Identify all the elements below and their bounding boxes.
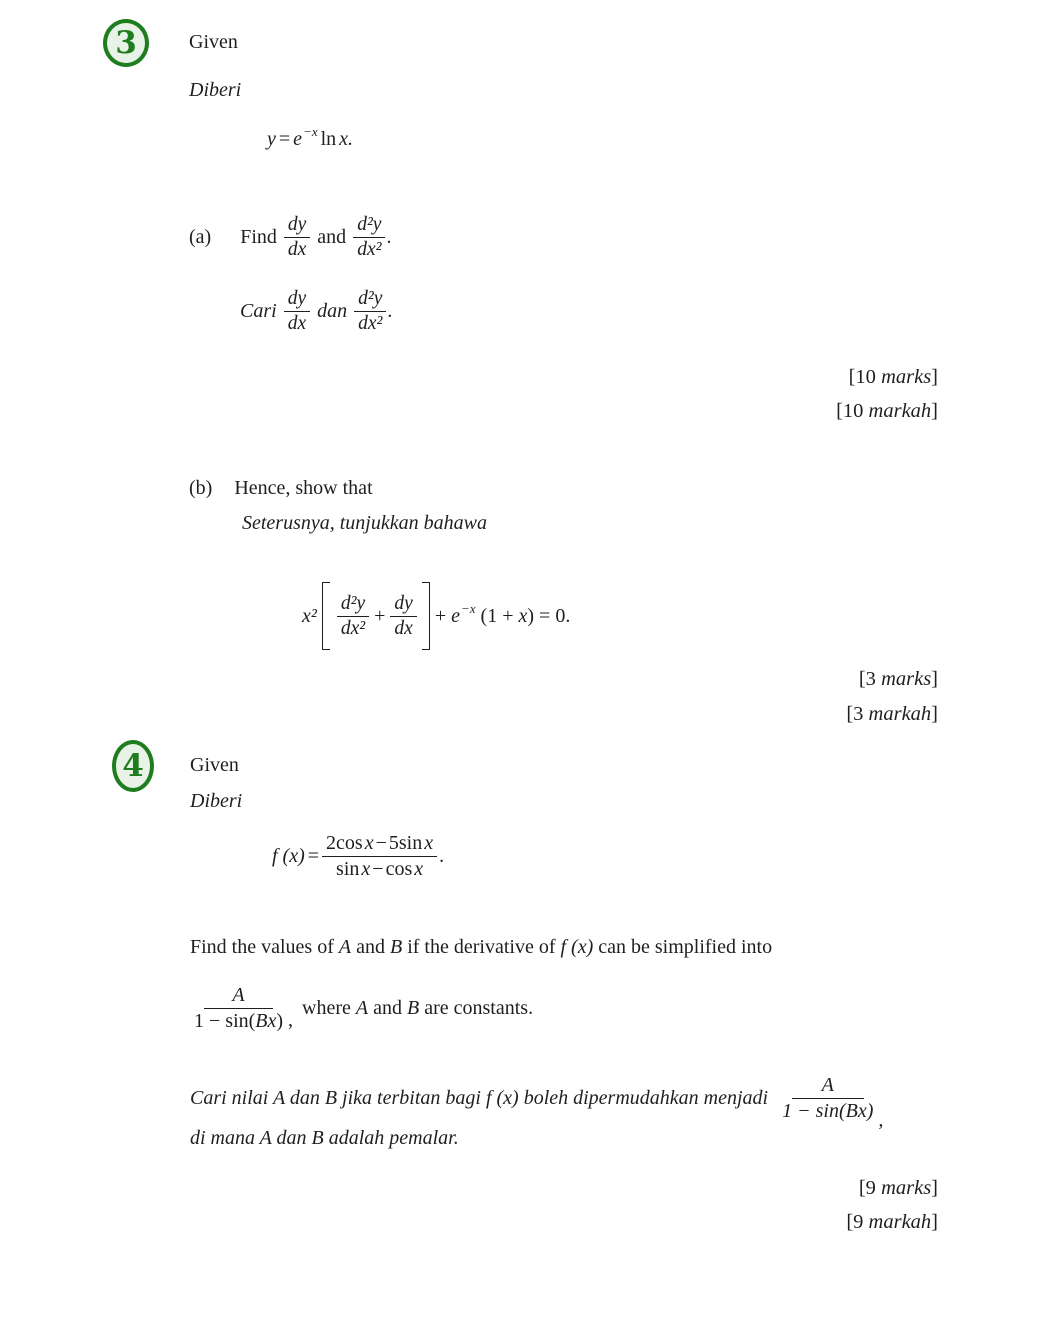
text-segment: where: [302, 996, 356, 1019]
marks-word: markah: [868, 1211, 932, 1233]
marks-bracket: ]: [931, 366, 938, 388]
fraction-numerator: d²y: [353, 214, 385, 238]
marks-word: markah: [868, 703, 932, 725]
q3-part-a-line-ms: [240, 284, 392, 338]
fraction-dy-dx: [390, 593, 416, 640]
math-exponent: −x: [461, 600, 476, 616]
q3-part-b-equation: [302, 580, 570, 652]
math-var-x: x: [361, 857, 371, 880]
math-minus: −: [375, 832, 387, 855]
comma: ,: [878, 1109, 884, 1131]
fraction-denominator: [332, 857, 427, 880]
q3a-marks-ms: [836, 400, 938, 423]
marks-word: markah: [868, 400, 932, 422]
fraction-denominator: dx: [394, 617, 413, 639]
text-segment: Find the values of: [190, 936, 339, 958]
math-den-pre: 1 − sin(: [782, 1099, 846, 1122]
marks-bracket: [9: [846, 1211, 869, 1233]
q3-main-equation: [267, 124, 354, 151]
math-equals: =: [307, 844, 320, 867]
q3a-marks-en: [849, 366, 938, 389]
math-var-A: A: [355, 996, 369, 1019]
right-square-bracket: [422, 582, 430, 650]
math-var-Bx: Bx: [255, 1009, 277, 1032]
math-equals-zero: ) = 0.: [527, 604, 571, 627]
marks-bracket: [10: [836, 400, 869, 422]
math-equals: =: [278, 128, 291, 150]
fraction-denominator: [778, 1099, 877, 1122]
q3b-marks-en: [859, 668, 938, 691]
part-b-label: (b): [189, 477, 213, 499]
q3b-text-en: Hence, show that: [234, 477, 373, 499]
marks-word: marks: [881, 366, 932, 388]
math-var-A: A: [338, 936, 352, 958]
fraction-A-over-1-minus-sinBx: [190, 984, 287, 1032]
q4-marks-ms: [846, 1211, 938, 1234]
math-var-B: B: [389, 936, 403, 958]
math-minus: −: [372, 857, 384, 880]
fraction-denominator: dx: [287, 238, 307, 260]
fraction-denominator: dx²: [340, 617, 366, 639]
question-3-number-badge: [103, 19, 149, 67]
fraction-dy-dx: [284, 288, 310, 335]
q4-given-label-ms: Diberi: [190, 790, 243, 812]
marks-bracket: ]: [931, 668, 938, 690]
fraction-denominator: [190, 1009, 287, 1032]
fraction-numerator: A: [792, 1074, 864, 1098]
q4-where-text-en: [302, 997, 533, 1020]
fraction-A-over-1-minus-sinBx: [778, 1074, 877, 1122]
marks-bracket: ]: [931, 703, 938, 725]
fraction-numerator: dy: [284, 288, 310, 312]
math-var-e: e: [451, 604, 460, 627]
fraction-numerator: A: [204, 984, 272, 1008]
q3a-conj-ms: dan: [317, 299, 348, 322]
marks-bracket: [3: [846, 703, 869, 725]
question-4-number: 4: [122, 748, 144, 784]
q3a-verb-ms: Cari: [240, 299, 277, 322]
q3-part-b-line-en: [189, 477, 373, 500]
text-segment: and: [351, 936, 390, 958]
math-func: sin: [336, 857, 360, 880]
marks-bracket: ]: [931, 1177, 938, 1199]
fraction-numerator: d²y: [337, 593, 369, 617]
q3-given-label-en: Given: [189, 31, 238, 53]
math-e-term: [451, 600, 476, 628]
math-var-x: x.: [339, 128, 354, 150]
fraction-numerator: d²y: [354, 288, 386, 312]
math-den-post: ): [276, 1009, 284, 1032]
part-a-label: (a): [189, 225, 212, 248]
q4-marks-en: [859, 1177, 938, 1200]
math-paren: (1 +: [480, 604, 519, 627]
fraction-denominator: dx²: [357, 238, 382, 260]
math-coeff: 2cos: [326, 832, 363, 855]
q3-part-a-line-en: [189, 210, 391, 264]
math-coeff: 5sin: [388, 832, 423, 855]
fraction-denominator: dx: [287, 312, 307, 334]
math-den-post: ): [866, 1099, 874, 1122]
question-3-number: 3: [115, 25, 137, 61]
fraction-d2y-dx2: [337, 593, 369, 640]
math-plus: +: [374, 604, 386, 627]
math-exponent: −x: [303, 124, 318, 140]
marks-bracket: ]: [931, 1211, 938, 1233]
marks-word: marks: [881, 668, 932, 690]
marks-bracket: [10: [848, 366, 882, 388]
fraction-dy-dx: [284, 214, 310, 261]
math-var-e: e: [293, 128, 303, 150]
period: .: [386, 225, 392, 248]
marks-word: marks: [881, 1177, 932, 1199]
math-var-x: x: [424, 832, 434, 855]
fraction-denominator: dx²: [358, 312, 383, 334]
math-f-of-x: f (x): [272, 844, 305, 867]
left-square-bracket: [322, 582, 330, 650]
marks-bracket: ]: [931, 400, 938, 422]
math-den-pre: 1 − sin(: [194, 1009, 256, 1032]
comma: ,: [288, 1009, 294, 1031]
fraction-numerator: dy: [284, 214, 310, 238]
math-plus: +: [434, 604, 447, 627]
period: .: [387, 299, 393, 322]
fraction-d2y-dx2: [354, 288, 386, 335]
fraction-numerator: [322, 832, 437, 856]
math-func: cos: [385, 857, 413, 880]
q3a-conj-en: and: [317, 225, 347, 248]
q4-intro-en: [190, 936, 772, 959]
period: .: [439, 844, 445, 867]
math-var-x: x: [364, 832, 374, 855]
q4-main-equation: [272, 824, 444, 888]
math-ln: ln: [320, 128, 337, 150]
q3a-verb-en: Find: [240, 225, 277, 248]
math-tail: [481, 605, 571, 628]
q3b-marks-ms: [846, 703, 938, 726]
q3b-text-ms: Seterusnya, tunjukkan bahawa: [242, 512, 487, 534]
q4-tail-ms: di mana A dan B adalah pemalar.: [190, 1127, 459, 1149]
math-var-B: B: [407, 996, 420, 1019]
text-segment: can be simplified into: [593, 936, 773, 958]
text-segment: and: [368, 996, 408, 1019]
q3-given-label-ms: Diberi: [189, 79, 242, 101]
marks-bracket: [3: [858, 668, 882, 690]
math-var-x: x: [414, 857, 424, 880]
q4-given-label-en: Given: [190, 754, 239, 776]
fraction-d2y-dx2: [353, 214, 385, 261]
math-var-Bx: Bx: [845, 1099, 867, 1122]
q4-intro-ms-text: Cari nilai A dan B jika terbitan bagi f (x) boleh dipermudahkan menjadi: [190, 1086, 769, 1109]
q4-simplified-line-en: [190, 976, 533, 1040]
math-f-of-x: f (x): [560, 936, 594, 958]
marks-bracket: [9: [858, 1177, 882, 1199]
text-segment: if the derivative of: [402, 936, 561, 958]
question-4-number-badge: [112, 740, 154, 792]
math-var-x: x: [518, 604, 528, 627]
math-x-squared: x²: [302, 604, 317, 627]
math-var-y: y: [267, 128, 276, 150]
fraction-numerator: dy: [390, 593, 416, 617]
text-segment: are constants.: [419, 996, 534, 1019]
fraction-trig: [322, 832, 437, 880]
